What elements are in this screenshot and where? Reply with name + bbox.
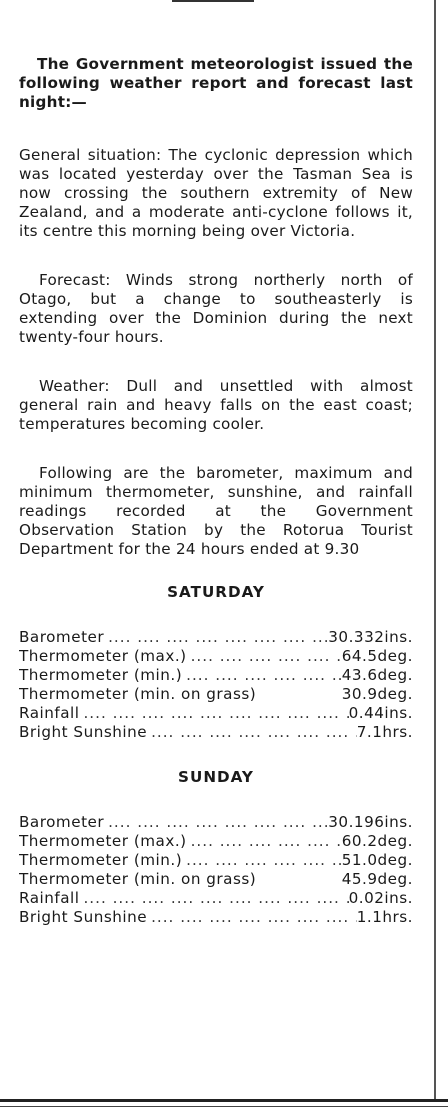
reading-row: [19, 832, 413, 851]
reading-row: [19, 685, 413, 704]
reading-value: 30.196ins.: [328, 813, 413, 831]
saturday-readings: [19, 628, 413, 742]
reading-row: [19, 908, 413, 927]
top-rule: [172, 0, 254, 2]
leader-dots: [187, 832, 342, 851]
bottom-rule: [0, 1099, 448, 1102]
leader-dots: [147, 908, 357, 927]
reading-label: Barometer: [19, 628, 105, 646]
reading-row: [19, 628, 413, 647]
reading-label: Thermometer (max.): [19, 832, 187, 850]
reading-label: Rainfall: [19, 704, 80, 722]
reading-row: [19, 870, 413, 889]
readings-intro-paragraph: Following are the barometer, maximum and minimum thermometer, sunshine, and rainfall readings recorded at the Government Observation Station by the Rotorua Tourist Department for the 24 hours ended at 9.30: [19, 464, 413, 558]
reading-value: 30.332ins.: [328, 628, 413, 646]
reading-value: 51.0deg.: [341, 851, 413, 869]
leader-dots: [104, 628, 328, 647]
reading-value: 43.6deg.: [341, 666, 413, 684]
leader-dots: [182, 666, 342, 685]
weather-paragraph: Weather: Dull and unsettled with almost general rain and heavy falls on the east coast; temperatures becoming cooler.: [19, 377, 413, 433]
weather-article: [19, 55, 413, 953]
reading-label: Thermometer (max.): [19, 647, 187, 665]
reading-label: Bright Sunshine: [19, 723, 148, 741]
leader-dots: [187, 647, 342, 666]
saturday-heading: SATURDAY: [167, 583, 265, 601]
reading-row: [19, 889, 413, 908]
general-situation-paragraph: General situation: The cyclonic depression which was located yesterday over the Tasman Sea is now crossing the southern extremity of New Zealand, and a moderate anti-cyclone follows it, its centre this morning being over Victoria.: [19, 146, 413, 240]
sunday-heading: SUNDAY: [178, 768, 254, 786]
reading-value: 0.02ins.: [348, 889, 413, 907]
reading-row: [19, 666, 413, 685]
leader-dots: [79, 889, 348, 908]
reading-row: [19, 851, 413, 870]
reading-value: 7.1hrs.: [356, 723, 413, 741]
reading-label: Bright Sunshine: [19, 908, 148, 926]
leader-dots: [182, 851, 342, 870]
column-rule: [434, 0, 436, 1100]
reading-value: 30.9deg.: [341, 685, 413, 703]
reading-row: [19, 813, 413, 832]
reading-row: [19, 647, 413, 666]
reading-label: Thermometer (min.): [19, 851, 183, 869]
reading-label: Thermometer (min.): [19, 666, 183, 684]
sunday-readings: [19, 813, 413, 927]
reading-value: 64.5deg.: [341, 647, 413, 665]
reading-row: [19, 704, 413, 723]
intro-paragraph: The Government meteorologist issued the following weather report and forecast last night:—: [19, 55, 413, 111]
forecast-paragraph: Forecast: Winds strong northerly north of Otago, but a change to southeasterly is extending over the Dominion during the next twenty-four hours.: [19, 271, 413, 346]
leader-dots: [147, 723, 357, 742]
leader-dots: [79, 704, 348, 723]
leader-dots: [104, 813, 328, 832]
reading-value: 0.44ins.: [348, 704, 413, 722]
reading-label: Barometer: [19, 813, 105, 831]
reading-label: Thermometer (min. on grass): [19, 870, 257, 888]
reading-row: [19, 723, 413, 742]
reading-label: Thermometer (min. on grass): [19, 685, 257, 703]
reading-label: Rainfall: [19, 889, 80, 907]
reading-value: 1.1hrs.: [356, 908, 413, 926]
reading-value: 60.2deg.: [341, 832, 413, 850]
bottom-rule-thin: [0, 1106, 448, 1107]
reading-value: 45.9deg.: [341, 870, 413, 888]
